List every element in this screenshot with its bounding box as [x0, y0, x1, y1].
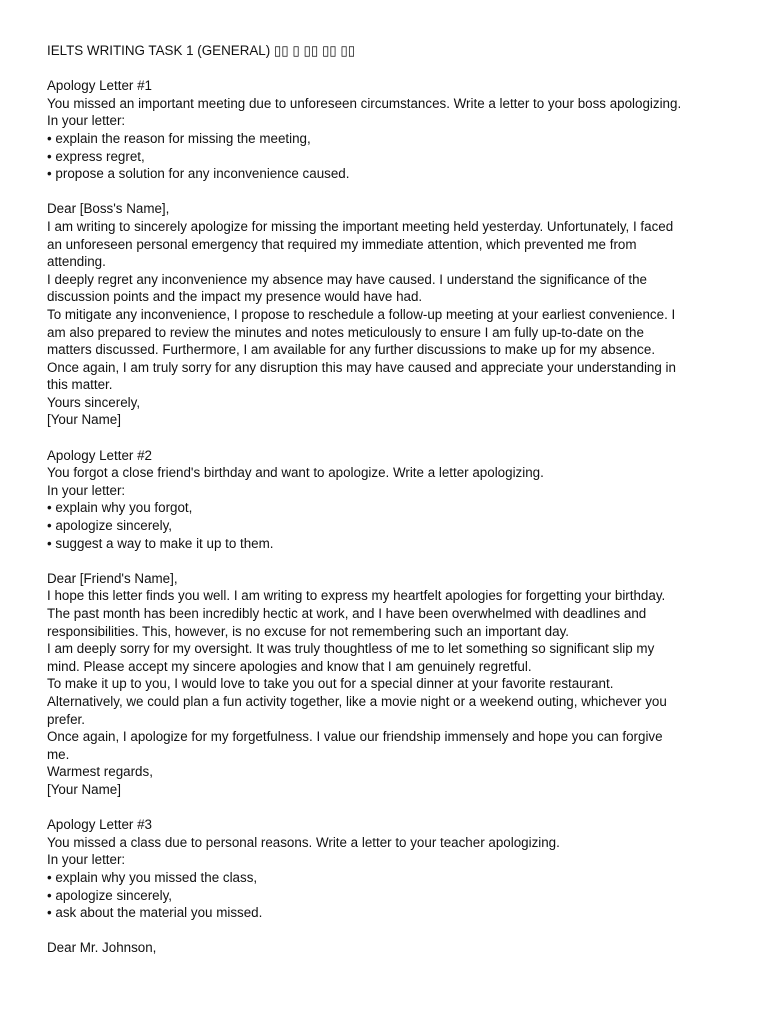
letter-line: Once again, I apologize for my forgetfulness. I value our friendship immensely and hope you can forgive	[47, 729, 663, 745]
letter-body-2	[47, 570, 728, 799]
letter-line: To make it up to you, I would love to take you out for a special dinner at your favorite restaurant.	[47, 676, 614, 692]
task-prompt-2	[47, 447, 728, 553]
letter-line: am also prepared to review the minutes and notes meticulously to ensure I am fully up-to-date on the	[47, 324, 644, 340]
letter-line: responsibilities. This, however, is no excuse for not remembering such an important day.	[47, 623, 569, 639]
letter-line: Dear [Boss's Name],	[47, 201, 170, 217]
in-your-letter-label-2: In your letter:	[47, 482, 126, 498]
letter-line: attending.	[47, 254, 106, 270]
letter-line: prefer.	[47, 711, 85, 727]
letter-body-3	[47, 939, 728, 957]
letter-line: me.	[47, 746, 70, 762]
task-bullet-item: • propose a solution for any inconvenience caused.	[47, 166, 350, 182]
letter-line: Alternatively, we could plan a fun activity together, like a movie night or a weekend outing, whichever you	[47, 693, 667, 709]
letter-line: Dear [Friend's Name],	[47, 570, 178, 586]
letter-line: this matter.	[47, 377, 113, 393]
letter-line: The past month has been incredibly hectic at work, and I have been overwhelmed with deadlines and	[47, 606, 647, 621]
task-description-2: You forgot a close friend's birthday and want to apologize. Write a letter apologizing.	[47, 465, 544, 481]
letter-line: Dear Mr. Johnson,	[47, 940, 157, 956]
task-bullet-item: • suggest a way to make it up to them.	[47, 535, 274, 551]
task-description-3: You missed a class due to personal reasons. Write a letter to your teacher apologizing.	[47, 834, 560, 850]
document-title: IELTS WRITING TASK 1 (GENERAL) ▯▯ ▯ ▯▯ ▯▯ ▯▯	[47, 43, 356, 58]
task-description-1: You missed an important meeting due to unforeseen circumstances. Write a letter to your boss apologizing.	[47, 95, 682, 111]
letter-line: matters discussed. Furthermore, I am available for any further discussions to make up for my absence.	[47, 342, 656, 358]
letter-heading-2: Apology Letter #2	[47, 447, 152, 463]
letter-body-1	[47, 200, 728, 429]
letter-line: mind. Please accept my sincere apologies and know that I am genuinely regretful.	[47, 658, 532, 674]
letter-line: [Your Name]	[47, 781, 121, 797]
task-bullet-item: • explain why you missed the class,	[47, 869, 258, 885]
letter-line: an unforeseen personal emergency that required my immediate attention, which prevented me from	[47, 236, 637, 252]
letter-line: To mitigate any inconvenience, I propose to reschedule a follow-up meeting at your earliest convenience. I	[47, 306, 676, 322]
letter-line: Yours sincerely,	[47, 394, 141, 410]
letter-line: discussion points and the impact my presence would have had.	[47, 289, 423, 305]
letter-line: I am deeply sorry for my oversight. It was truly thoughtless of me to let something so significant slip my	[47, 641, 655, 657]
task-bullet-item: • express regret,	[47, 148, 145, 164]
task-prompt-1	[47, 77, 728, 183]
letter-line: I hope this letter finds you well. I am writing to express my heartfelt apologies for forgetting your birthday.	[47, 588, 666, 604]
sections-container	[47, 77, 728, 957]
in-your-letter-label-3: In your letter:	[47, 852, 126, 868]
task-bullet-item: • apologize sincerely,	[47, 887, 173, 903]
letter-line: Once again, I am truly sorry for any disruption this may have caused and appreciate your understanding in	[47, 359, 676, 375]
in-your-letter-label-1: In your letter:	[47, 113, 126, 129]
letter-line: I deeply regret any inconvenience my absence may have caused. I understand the significance of the	[47, 271, 647, 287]
letter-line: I am writing to sincerely apologize for missing the important meeting held yesterday. Unfortunately, I faced	[47, 218, 674, 234]
task-bullet-item: • ask about the material you missed.	[47, 905, 263, 921]
letter-line: [Your Name]	[47, 412, 121, 428]
task-bullet-item: • apologize sincerely,	[47, 518, 173, 534]
task-bullet-item: • explain why you forgot,	[47, 500, 193, 516]
task-prompt-3	[47, 816, 728, 922]
letter-line: Warmest regards,	[47, 764, 153, 780]
letter-heading-3: Apology Letter #3	[47, 817, 152, 833]
letter-heading-1: Apology Letter #1	[47, 78, 152, 94]
task-bullet-item: • explain the reason for missing the meeting,	[47, 130, 311, 146]
